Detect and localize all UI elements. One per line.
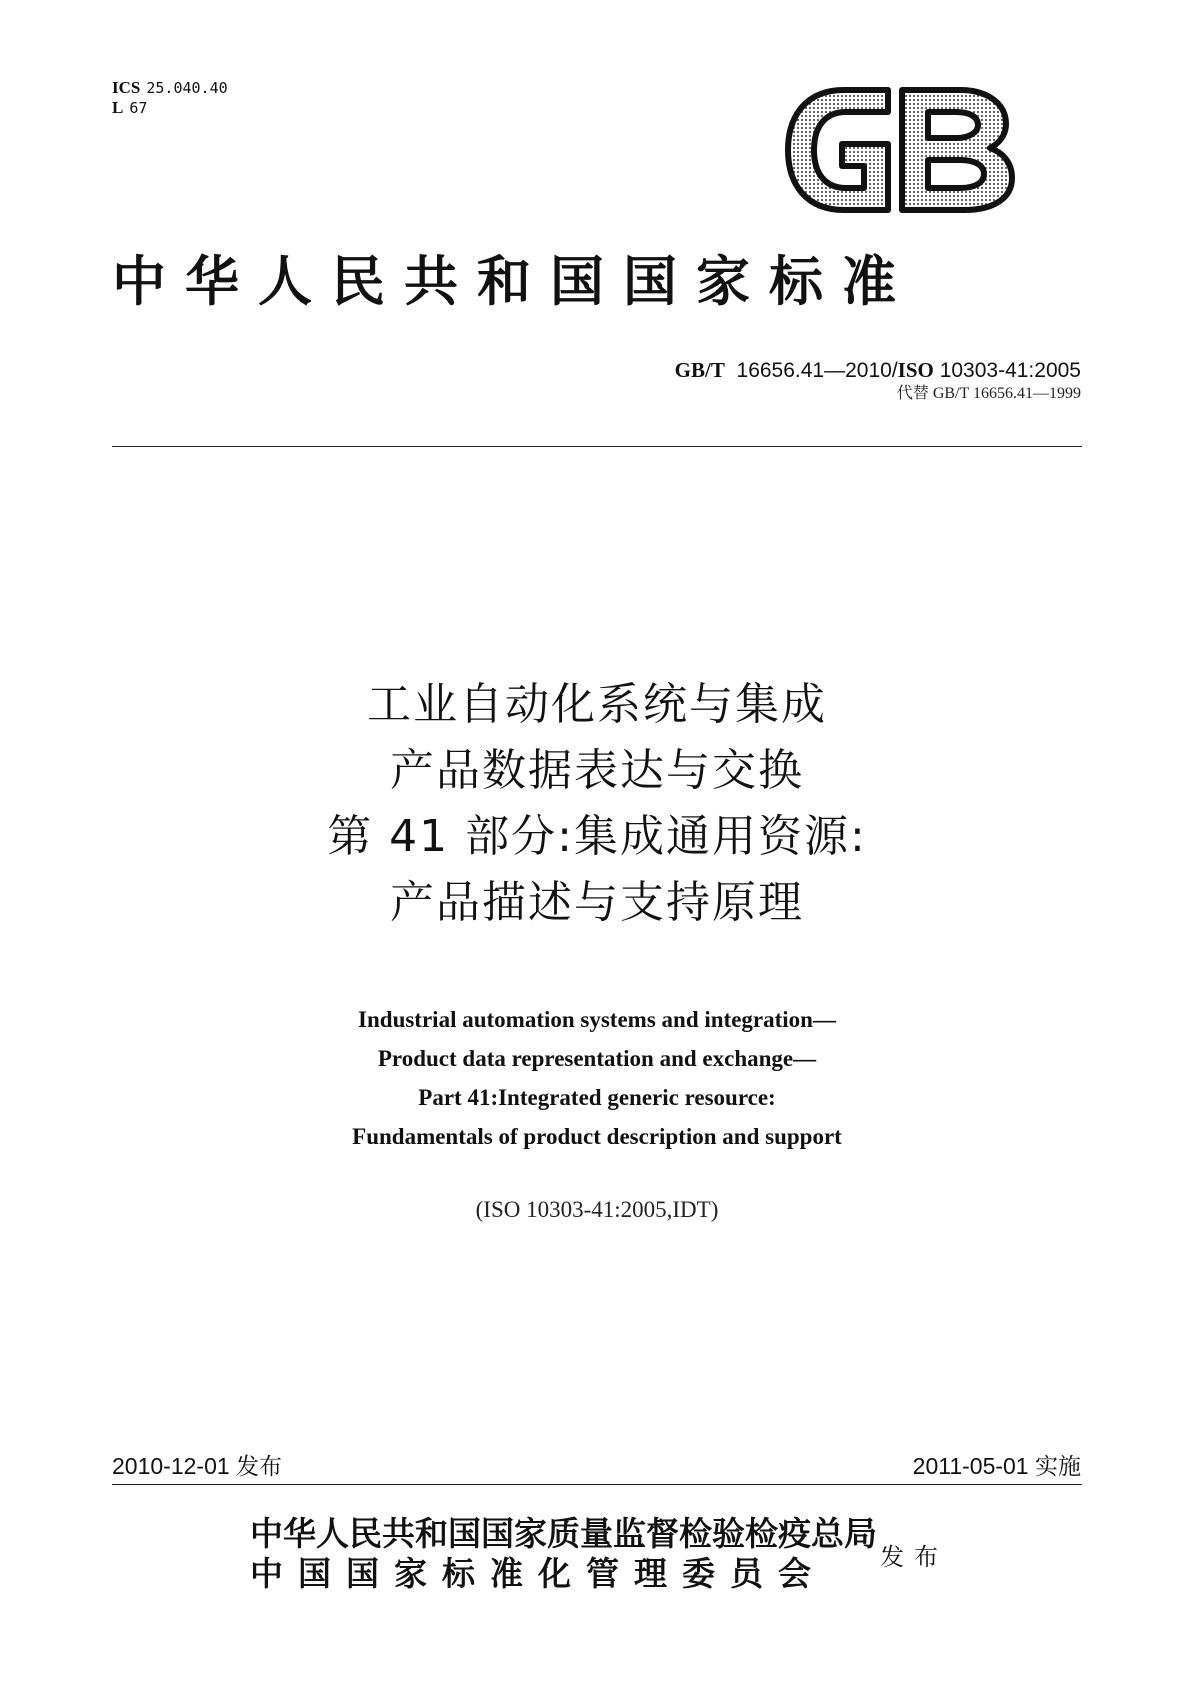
english-title-line: Product data representation and exchange— bbox=[377, 1046, 817, 1071]
iso-equivalence: (ISO 10303-41:2005,IDT) bbox=[475, 1197, 719, 1222]
header-divider bbox=[112, 446, 1082, 447]
chinese-title-line: 工业自动化系统与集成 bbox=[367, 679, 827, 730]
footer-divider bbox=[112, 1484, 1082, 1485]
issuing-authorities bbox=[250, 1514, 877, 1594]
chinese-title-line: 产品数据表达与交换 bbox=[390, 745, 804, 796]
ics-code: ICS 25.040.40 bbox=[112, 78, 228, 97]
english-title-line: Industrial automation systems and integration— bbox=[358, 1007, 836, 1032]
standard-number-block bbox=[675, 357, 1081, 404]
english-title bbox=[112, 1000, 1082, 1156]
national-standard-title: 中华人民共和国国家标准 bbox=[112, 249, 915, 313]
publish-date: 2010-12-01 发布 bbox=[112, 1453, 283, 1479]
chinese-title-line: 第 41 部分:集成通用资源: bbox=[327, 811, 867, 862]
implement-date: 2011-05-01 实施 bbox=[912, 1453, 1081, 1479]
english-title-line: Part 41:Integrated generic resource: bbox=[418, 1085, 776, 1110]
standard-number: GB/T 16656.41—2010/ISO 10303-41:2005 bbox=[674, 358, 1081, 382]
english-title-line: Fundamentals of product description and support bbox=[352, 1124, 842, 1149]
gb-logo-icon bbox=[784, 86, 1016, 214]
issue-label: 发布 bbox=[880, 1543, 948, 1571]
issuer-aqsiq: 中华人民共和国国家质量监督检验检疫总局 bbox=[250, 1514, 877, 1553]
issuer-sac: 中国国家标准化管理委员会 bbox=[250, 1554, 826, 1593]
replaces-standard: 代替 GB/T 16656.41—1999 bbox=[896, 385, 1081, 402]
chinese-title-line: 产品描述与支持原理 bbox=[390, 877, 804, 928]
classification-codes bbox=[112, 78, 228, 118]
ccs-code: L 67 bbox=[112, 98, 148, 117]
chinese-title bbox=[112, 672, 1082, 936]
